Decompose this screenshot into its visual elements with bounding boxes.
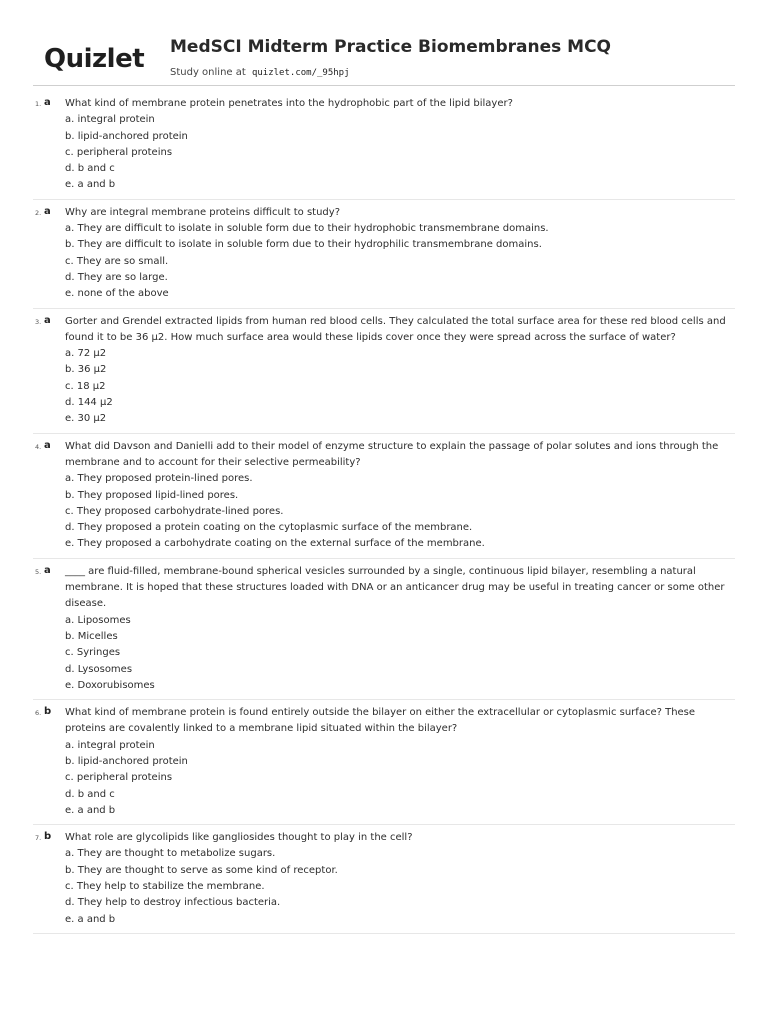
answer-option: c. They help to stabilize the membrane. (65, 881, 265, 893)
question-number: 4. (35, 442, 42, 451)
answer-option: b. lipid-anchored protein (65, 130, 188, 142)
question-item (33, 314, 735, 434)
answer-option: a. Liposomes (65, 614, 131, 626)
question-item (33, 830, 735, 934)
answer-option: c. They are so small. (65, 255, 169, 267)
question-text: ____ are fluid-filled, membrane-bound spherical vesicles surrounded by a single, continuous lipid bilayer, resembling a natural membrane. It is hoped that these structures loaded with DNA or an anticancer drug may be useful in treating cancer or some other disease. (65, 565, 725, 610)
question-number: 5. (35, 567, 42, 576)
question-number: 1. (35, 100, 42, 108)
question-item (33, 205, 735, 309)
answer-option: c. 18 μ2 (65, 380, 106, 392)
answer-option: d. They are so large. (65, 271, 168, 283)
question-number: 7. (35, 834, 42, 843)
document-header (33, 34, 735, 84)
answer-option: c. peripheral proteins (65, 772, 173, 784)
question-item (33, 705, 735, 825)
page-title: MedSCI Midterm Practice Biomembranes MCQ (170, 37, 611, 57)
answer-option: c. They proposed carbohydrate-lined pores. (65, 505, 284, 517)
question-text: What did Davson and Danielli add to their model of enzyme structure to explain the passage of polar solutes and ions through the membrane and to account for their selective permeability? (65, 440, 719, 468)
study-online-line (170, 67, 350, 78)
question-number: 3. (35, 317, 42, 326)
answer-option: a. integral protein (65, 114, 155, 126)
answer-option: e. a and b (65, 179, 116, 191)
answer-key: a (44, 97, 51, 108)
answer-option: d. They help to destroy infectious bacteria. (65, 897, 281, 909)
answer-option: d. b and c (65, 163, 115, 175)
answer-option: a. They are difficult to isolate in soluble form due to their hydrophobic transmembrane domains. (65, 223, 549, 235)
answer-option: b. They proposed lipid-lined pores. (65, 489, 239, 501)
answer-option: e. 30 μ2 (65, 413, 107, 425)
question-text: Gorter and Grendel extracted lipids from human red blood cells. They calculated the total surface area for these red blood cells and found it to be 36 μ2. How much surface area would these lipids cover once they were spread across the surface of water? (65, 315, 726, 343)
question-number: 6. (35, 709, 42, 718)
study-online-label: Study online at (170, 67, 246, 78)
answer-option: b. Micelles (65, 630, 118, 642)
answer-key: a (44, 314, 51, 326)
study-url-link[interactable]: quizlet.com/_95hpj (251, 68, 350, 78)
header-divider (33, 85, 735, 86)
question-text: What role are glycolipids like gangliosides thought to play in the cell? (65, 832, 413, 844)
answer-option: e. none of the above (65, 288, 169, 300)
answer-option: d. They proposed a protein coating on the cytoplasmic surface of the membrane. (65, 522, 473, 534)
answer-key: b (44, 831, 52, 843)
answer-option: e. a and b (65, 804, 116, 816)
question-text: Why are integral membrane proteins difficult to study? (65, 206, 340, 218)
answer-key: a (44, 439, 51, 451)
answer-option: a. They are thought to metabolize sugars. (65, 848, 276, 860)
answer-option: d. Lysosomes (65, 663, 133, 675)
answer-option: a. They proposed protein-lined pores. (65, 473, 253, 485)
question-number: 2. (35, 208, 42, 217)
question-item (33, 439, 735, 559)
answer-option: a. 72 μ2 (65, 348, 107, 360)
question-text: What kind of membrane protein is found entirely outside the bilayer on either the extracellular or cytoplasmic surface? These proteins are covalently linked to a membrane lipid situated within the bilayer? (65, 707, 696, 735)
answer-option: e. They proposed a carbohydrate coating on the external surface of the membrane. (65, 538, 485, 550)
answer-option: e. a and b (65, 913, 116, 925)
question-item (33, 96, 735, 200)
answer-option: e. Doxorubisomes (65, 679, 155, 691)
answer-option: b. 36 μ2 (65, 364, 107, 376)
answer-option: b. They are difficult to isolate in soluble form due to their hydrophilic transmembrane domains. (65, 239, 542, 251)
quizlet-logo[interactable]: Quizlet (44, 44, 145, 74)
answer-key: a (44, 564, 51, 576)
answer-option: a. integral protein (65, 739, 155, 751)
answer-key: b (44, 706, 52, 718)
answer-option: c. peripheral proteins (65, 146, 173, 158)
answer-option: c. Syringes (65, 647, 121, 659)
answer-option: d. b and c (65, 788, 115, 800)
answer-option: d. 144 μ2 (65, 397, 113, 409)
question-text: What kind of membrane protein penetrates into the hydrophobic part of the lipid bilayer? (65, 98, 513, 109)
question-list (33, 96, 735, 939)
answer-option: b. lipid-anchored protein (65, 755, 188, 767)
answer-option: b. They are thought to serve as some kind of receptor. (65, 864, 338, 876)
question-item (33, 564, 735, 700)
answer-key: a (44, 205, 51, 217)
